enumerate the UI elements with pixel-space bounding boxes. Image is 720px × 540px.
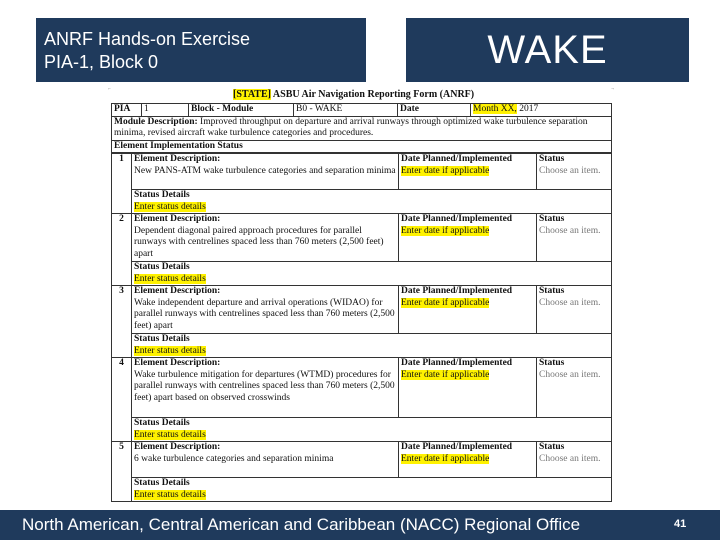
module-description-label: Module Description:: [114, 116, 198, 127]
element-row: [112, 358, 612, 418]
element-description-cell: [132, 286, 399, 334]
footer-office-text: North American, Central American and Caribbean (NACC) Regional Office: [22, 515, 581, 534]
date-planned-label: Date Planned/Implemented: [401, 358, 513, 368]
module-description-text: Improved throughput on departure and arrival runways through optimized wake turbulence separation minima, revised aircraft wake turbulence categories and procedures.: [114, 116, 588, 138]
element-description-label: Element Description:: [134, 214, 221, 224]
element-row: [112, 214, 612, 262]
pia-value[interactable]: 1: [142, 104, 189, 117]
corner-mark-right: ¬: [611, 87, 614, 92]
date-planned-input[interactable]: Enter date if applicable: [401, 453, 490, 464]
element-row: [112, 286, 612, 334]
status-label: Status: [539, 286, 565, 296]
form-header: [108, 87, 614, 103]
status-cell: [537, 358, 612, 418]
status-label: Status: [539, 214, 565, 224]
status-label: Status: [539, 154, 565, 164]
status-details-row: [112, 418, 612, 442]
corner-mark-left: ⌐: [108, 87, 111, 92]
element-row: [112, 442, 612, 478]
status-details-cell: [132, 262, 612, 286]
status-dropdown[interactable]: Choose an item.: [539, 453, 601, 464]
element-row: [112, 154, 612, 190]
date-planned-label: Date Planned/Implemented: [401, 442, 513, 452]
status-dropdown[interactable]: Choose an item.: [539, 369, 601, 380]
status-cell: [537, 214, 612, 262]
element-description-label: Element Description:: [134, 442, 221, 452]
date-planned-cell: [399, 358, 537, 418]
status-details-input[interactable]: Enter status details: [134, 429, 206, 440]
element-description-text: New PANS-ATM wake turbulence categories and separation minima: [134, 165, 396, 176]
slide-title-line-2: PIA-1, Block 0: [44, 52, 159, 72]
date-planned-label: Date Planned/Implemented: [401, 214, 513, 224]
status-details-label: Status Details: [134, 418, 190, 428]
date-planned-cell: [399, 214, 537, 262]
status-details-label: Status Details: [134, 262, 190, 272]
slide-title-line-1: ANRF Hands-on Exercise: [44, 29, 251, 49]
status-details-label: Status Details: [134, 190, 190, 200]
element-number: 4: [112, 358, 132, 442]
element-number: 2: [112, 214, 132, 286]
date-planned-input[interactable]: Enter date if applicable: [401, 297, 490, 308]
date-planned-cell: [399, 442, 537, 478]
page-number: 41: [674, 518, 687, 530]
status-details-input[interactable]: Enter status details: [134, 273, 206, 284]
pia-row: [112, 104, 612, 117]
form-title: [233, 89, 474, 100]
element-description-cell: [132, 214, 399, 262]
date-planned-label: Date Planned/Implemented: [401, 286, 513, 296]
date-planned-cell: [399, 154, 537, 190]
status-dropdown[interactable]: Choose an item.: [539, 297, 601, 308]
status-details-row: [112, 478, 612, 502]
date-planned-label: Date Planned/Implemented: [401, 154, 513, 164]
status-details-cell: [132, 478, 612, 502]
state-label[interactable]: [STATE]: [233, 89, 271, 100]
block-module-label: Block - Module: [189, 104, 294, 117]
element-description-cell: [132, 358, 399, 418]
form-header-table: [111, 103, 612, 153]
element-description-text: Dependent diagonal paired approach procedures for parallel runways with centrelines spaced less than 760 meters (2,500 feet) apart: [134, 225, 384, 259]
element-description-cell: [132, 154, 399, 190]
element-description-text: 6 wake turbulence categories and separation minima: [134, 453, 334, 464]
date-year[interactable]: 2017: [519, 104, 539, 114]
element-description-label: Element Description:: [134, 358, 221, 368]
date-planned-cell: [399, 286, 537, 334]
status-cell: [537, 286, 612, 334]
element-description-text: Wake turbulence mitigation for departures (WTMD) procedures for parallel runways with centrelines spaced less than 760 meters (2,500 feet) apart based on observed crosswinds: [134, 369, 395, 403]
status-details-input[interactable]: Enter status details: [134, 489, 206, 500]
slide-title-box: [36, 18, 366, 82]
status-cell: [537, 154, 612, 190]
implementation-status-row: [112, 140, 612, 153]
status-details-row: [112, 190, 612, 214]
slide-footer: [0, 510, 720, 540]
status-cell: [537, 442, 612, 478]
status-details-cell: [132, 418, 612, 442]
date-value[interactable]: [471, 104, 612, 117]
status-details-label: Status Details: [134, 334, 190, 344]
element-number: 1: [112, 154, 132, 214]
status-details-cell: [132, 334, 612, 358]
status-details-input[interactable]: Enter status details: [134, 201, 206, 212]
element-description-label: Element Description:: [134, 154, 221, 164]
status-details-row: [112, 262, 612, 286]
status-label: Status: [539, 358, 565, 368]
status-dropdown[interactable]: Choose an item.: [539, 225, 601, 236]
implementation-status-label: Element Implementation Status: [112, 140, 612, 153]
status-details-label: Status Details: [134, 478, 190, 488]
status-dropdown[interactable]: Choose an item.: [539, 165, 601, 176]
slide-heading: WAKE: [487, 27, 608, 72]
element-description-cell: [132, 442, 399, 478]
block-module-value[interactable]: B0 - WAKE: [294, 104, 398, 117]
date-month[interactable]: Month XX,: [473, 104, 517, 114]
element-number: 3: [112, 286, 132, 358]
date-planned-input[interactable]: Enter date if applicable: [401, 369, 490, 380]
pia-label: PIA: [112, 104, 142, 117]
anrf-form: [108, 87, 614, 502]
date-planned-input[interactable]: Enter date if applicable: [401, 225, 490, 236]
elements-table: [111, 153, 612, 502]
module-description-cell: [112, 116, 612, 140]
form-title-text: ASBU Air Navigation Reporting Form (ANRF): [272, 89, 475, 100]
date-label: Date: [398, 104, 471, 117]
status-details-cell: [132, 190, 612, 214]
element-description-text: Wake independent departure and arrival operations (WIDAO) for parallel runways with centrelines spaced less than 760 meters (2,500 feet) apart: [134, 297, 395, 331]
date-planned-input[interactable]: Enter date if applicable: [401, 165, 490, 176]
module-description-row: [112, 116, 612, 140]
slide-heading-box: [406, 18, 689, 82]
element-number: 5: [112, 442, 132, 502]
status-details-row: [112, 334, 612, 358]
status-label: Status: [539, 442, 565, 452]
element-description-label: Element Description:: [134, 286, 221, 296]
status-details-input[interactable]: Enter status details: [134, 345, 206, 356]
